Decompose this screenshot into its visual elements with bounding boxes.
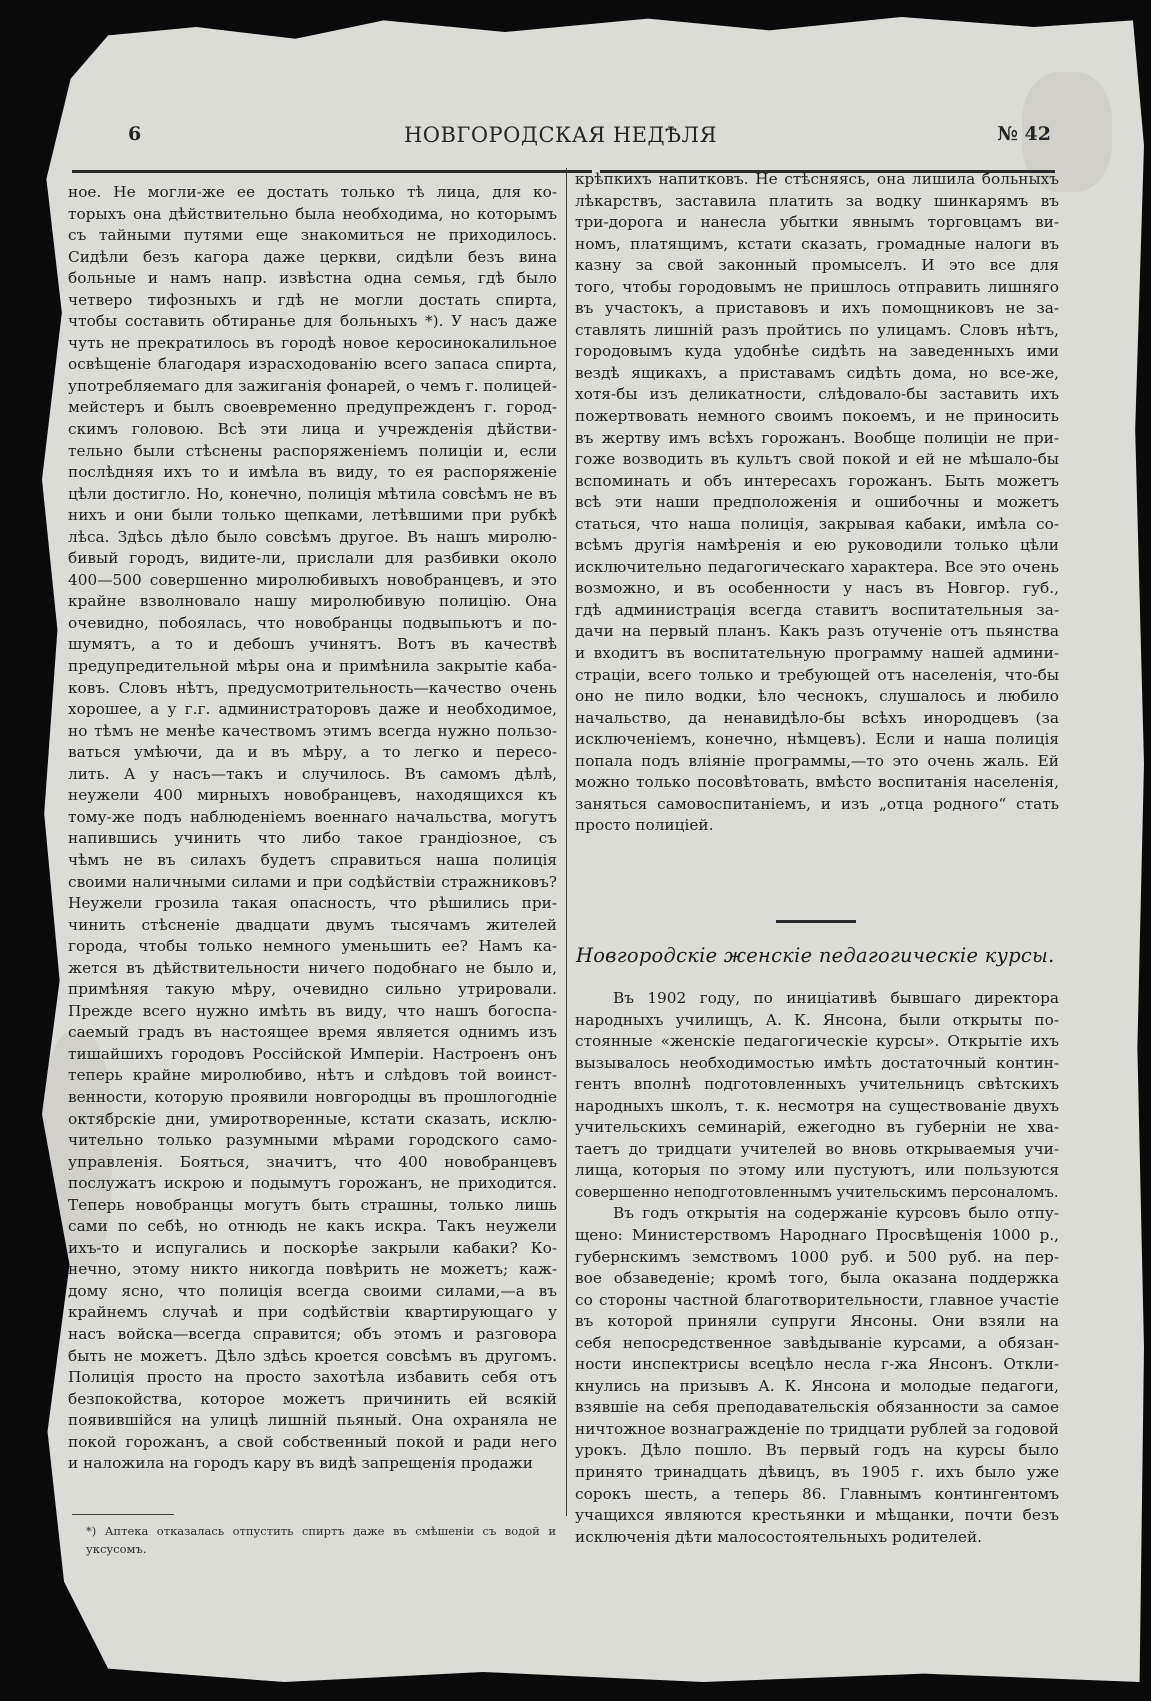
text-line: города, чтобы только немного уменьшить ее? Намъ ка-	[68, 937, 557, 956]
text-line: въ жертву имъ всѣхъ горожанъ. Вообще полиціи не при-	[575, 428, 1059, 447]
text-line: чинить стѣсненіе двадцати двумъ тысячамъ жителей	[68, 915, 557, 934]
text-line: щено: Министерствомъ Народнаго Просвѣщенія 1000 р.,	[575, 1226, 1059, 1245]
text-line: можно только посовѣтовать, вмѣсто воспитанія населенія,	[575, 773, 1059, 792]
text-line: тельно были стѣснены распоряженіемъ полиціи и, если	[68, 441, 557, 460]
header-rule-left	[72, 170, 592, 173]
section-heading: Новгородскіе женскіе педагогическіе курсы.	[576, 944, 1055, 967]
text-line: дачи на первый планъ. Какъ разъ отученіе отъ пьянства	[575, 622, 1059, 641]
text-line: предупредительной мѣры она и примѣнила закрытіе каба-	[68, 657, 557, 676]
text-line: хорошее, а у г.г. администраторовъ даже и необходимое,	[68, 700, 557, 719]
text-line: вспоминать и объ интересахъ горожанъ. Быть можетъ	[575, 471, 1059, 490]
text-line: попала подъ вліяніе программы,—то это очень жаль. Ей	[575, 751, 1059, 770]
text-line: со стороны частной благотворительности, главное участіе	[575, 1290, 1059, 1309]
text-line: съ тайными путями еще знакомиться не приходилось.	[68, 226, 557, 245]
text-line: принято тринадцать дѣвицъ, въ 1905 г. ихъ было уже	[575, 1463, 1059, 1482]
text-line: вызывалось необходимостью имѣть достаточный контин-	[575, 1053, 1059, 1072]
text-line: стоянные «женскіе педагогическіе курсы». Открытіе ихъ	[575, 1032, 1059, 1051]
text-line: ихъ-то и испугались и поскорѣе закрыли кабаки? Ко-	[68, 1238, 557, 1257]
text-line: номъ, платящимъ, кстати сказать, громадные налоги въ	[575, 234, 1059, 253]
text-line: крайнемъ случаѣ и при содѣйствіи квартирующаго у	[68, 1303, 557, 1322]
text-line: насъ войска—всегда справится; объ этомъ и разговора	[68, 1324, 557, 1343]
text-line: въ участокъ, а приставовъ и ихъ помощниковъ не за-	[575, 299, 1059, 318]
text-line: вое обзаведеніе; кромѣ того, была оказана поддержка	[575, 1269, 1059, 1288]
text-line: исключеніемъ, конечно, нѣмцевъ). Если и наша полиція	[575, 730, 1059, 749]
text-line: вездѣ ящикахъ, а приставамъ сидѣть дома, но все-же,	[575, 363, 1059, 382]
text-line: взявшіе на себя преподавательскія обязанности за самое	[575, 1398, 1059, 1417]
text-line: венности, которую проявили новгородцы въ прошлогодніе	[68, 1087, 557, 1106]
text-line: ности инспектрисы всецѣло несла г-жа Янсонъ. Откли-	[575, 1355, 1059, 1374]
text-line: торыхъ она дѣйствительно была необходима, но которымъ	[68, 204, 557, 223]
text-line: напившись учинить что либо такое грандіозное, съ	[68, 829, 557, 848]
text-line: управленія. Бояться, значитъ, что 400 новобранцевъ	[68, 1152, 557, 1171]
text-line: примѣняя такую мѣру, очевидно сильно утрировали.	[68, 980, 557, 999]
text-line: Полиція просто на просто захотѣла избавить себя отъ	[68, 1368, 557, 1387]
text-line: саемый градъ въ настоящее время является однимъ изъ	[68, 1023, 557, 1042]
text-line: ничтожное вознагражденіе по тридцати рублей за годовой	[575, 1419, 1059, 1438]
text-line: заняться самовоспитаніемъ, и изъ „отца родного“ стать	[575, 794, 1059, 813]
text-line: ное. Не могли-же ее достать только тѣ лица, для ко-	[68, 183, 557, 201]
text-line: учащихся являются крестьянки и мѣщанки, почти безъ	[575, 1506, 1059, 1525]
text-line: тому-же подъ наблюденіемъ военнаго начальства, могутъ	[68, 807, 557, 826]
text-line: чуть не прекратилось въ городѣ новое керосинокалильное	[68, 333, 557, 352]
text-line: освѣщеніе благодаря израсходованію всего запаса спирта,	[68, 355, 557, 374]
column-divider	[566, 168, 567, 1516]
issue-number: № 42	[997, 123, 1051, 145]
text-line: ковъ. Словъ нѣтъ, предусмотрительность—качество очень	[68, 678, 557, 697]
text-line: сами по себѣ, но отнюдь не какъ искра. Такъ неужели	[68, 1217, 557, 1236]
text-line: исключительно педагогическаго характера. Все это очень	[575, 557, 1059, 576]
text-line: тишайшихъ городовъ Россійской Имперіи. Настроенъ онъ	[68, 1044, 557, 1063]
text-line: употребляемаго для зажиганія фонарей, о чемъ г. полицей-	[68, 376, 557, 395]
text-line: народныхъ школъ, т. к. несмотря на существованіе двухъ	[575, 1096, 1059, 1115]
text-line: 400—500 совершенно миролюбивыхъ новобранцевъ, и это	[68, 570, 557, 589]
text-line: ставлять лишній разъ пройтись по улицамъ. Словъ нѣтъ,	[575, 320, 1059, 339]
text-line: нихъ и они были только щепками, летѣвшими при рубкѣ	[68, 506, 557, 525]
left-column-text	[68, 182, 557, 1475]
text-line: и наложила на городъ кару въ видѣ запрещенія продажи	[68, 1454, 533, 1473]
text-line: всѣ эти наши предположенія и ошибочны и можетъ	[575, 493, 1059, 512]
text-line: лить. А у насъ—такъ и случилось. Въ самомъ дѣлѣ,	[68, 764, 557, 783]
text-line: лѣса. Здѣсь дѣло было совсѣмъ другое. Въ нашъ миролю-	[68, 527, 557, 546]
text-line: казну за свой законный промыселъ. И это все для	[575, 256, 1059, 275]
text-line: губернскимъ земствомъ 1000 руб. и 500 руб. на пер-	[575, 1247, 1059, 1266]
text-line: своими наличными силами и при содѣйствіи стражниковъ?	[68, 872, 557, 891]
text-line: Въ годъ открытія на содержаніе курсовъ было отпу-	[613, 1204, 1059, 1223]
section-separator	[776, 920, 856, 923]
text-line: кнулись на призывъ А. К. Янсона и молодые педагоги,	[575, 1376, 1059, 1395]
right-column-text	[575, 169, 1059, 837]
newspaper-title: НОВГОРОДСКАЯ НЕДѢЛЯ	[403, 123, 718, 147]
text-line: но тѣмъ не менѣе качествомъ этимъ всегда нужно пользо-	[68, 721, 557, 740]
text-line: дому ясно, что полиція всегда своими силами,—а въ	[68, 1281, 557, 1300]
text-line: чительно только разумными мѣрами городского само-	[68, 1131, 557, 1150]
text-line: лища, которыя по этому или пустуютъ, или пользуются	[575, 1161, 1059, 1180]
text-line: больные и намъ напр. извѣстна одна семья, гдѣ было	[68, 269, 557, 288]
page-header	[68, 123, 1053, 153]
text-line: чѣмъ не въ силахъ будетъ справиться наша полиція	[68, 850, 557, 869]
text-line: всѣмъ другія намѣренія и ею руководили только цѣли	[575, 536, 1059, 555]
text-line: крѣпкихъ напитковъ. Не стѣсняясь, она лишила больныхъ	[575, 170, 1059, 188]
text-line: сорокъ шесть, а теперь 86. Главнымъ контингентомъ	[575, 1484, 1059, 1503]
text-line: нечно, этому никто никогда повѣрить не можетъ; каж-	[68, 1260, 557, 1279]
footnote-rule	[72, 1514, 174, 1515]
text-line: покой горожанъ, а свой собственный покой и ради него	[68, 1432, 557, 1451]
text-line: послужатъ искрою и подымутъ горожанъ, не приходится.	[68, 1174, 557, 1193]
text-line: учительскихъ семинарій, ежегодно въ губерніи не хва-	[575, 1118, 1059, 1137]
text-line: три-дорога и нанесла убытки явнымъ торговцамъ ви-	[575, 213, 1059, 232]
text-line: неужели 400 мирныхъ новобранцевъ, находящихся къ	[68, 786, 557, 805]
text-line: народныхъ училищъ, А. К. Янсона, были открыты по-	[575, 1010, 1059, 1029]
text-line: таетъ до тридцати учителей во вновь открываемыя учи-	[575, 1139, 1059, 1158]
text-line: страціи, всего только и требующей отъ населенія, что-бы	[575, 665, 1059, 684]
text-line: теперь крайне миролюбиво, нѣтъ и слѣдовъ той воинст-	[68, 1066, 557, 1085]
text-line: появившійся на улицѣ лишній пьяный. Она охраняла не	[68, 1411, 557, 1430]
text-line: исключенія дѣти малосостоятельныхъ родителей.	[575, 1527, 983, 1546]
text-line: безпокойства, которое можетъ причинить ей всякій	[68, 1389, 557, 1408]
text-line: совершенно неподготовленнымъ учительскимъ персоналомъ.	[575, 1183, 1059, 1201]
text-line: Прежде всего нужно имѣть въ виду, что нашъ богоспа-	[68, 1001, 557, 1020]
text-line: очевидно, побоялась, что новобранцы подвыпьютъ и по-	[68, 613, 557, 632]
text-line: чтобы составить обтиранье для больныхъ *). У насъ даже	[68, 312, 557, 331]
text-line: цѣли достигло. Но, конечно, полиція мѣтила совсѣмъ не въ	[68, 484, 557, 503]
text-line: скимъ головою. Всѣ эти лица и учрежденія дѣйстви-	[68, 420, 557, 439]
text-line: статься, что наша полиція, закрывая кабаки, имѣла со-	[575, 514, 1059, 533]
text-line: шумятъ, а то и дебошъ учинятъ. Вотъ въ качествѣ	[68, 635, 557, 654]
courses-article-text	[575, 988, 1059, 1548]
text-line: Теперь новобранцы могутъ быть страшны, только лишь	[68, 1195, 557, 1214]
footnote: *) Аптека отказалась отпустить спиртъ даже въ смѣшеніи съ водой и уксусомъ.	[86, 1524, 556, 1556]
text-line: въ которой приняли супруги Янсоны. Они взяли на	[575, 1312, 1059, 1331]
text-line: и входитъ въ воспитательную программу нашей админи-	[575, 644, 1059, 663]
text-line: просто полиціей.	[575, 816, 714, 835]
text-line: урокъ. Дѣло пошло. Въ первый годъ на курсы было	[575, 1441, 1059, 1460]
text-line: жется въ дѣйствительности ничего подобнаго не было и,	[68, 958, 557, 977]
text-line: гентъ вполнѣ подготовленныхъ учительницъ свѣтскихъ	[575, 1075, 1059, 1094]
text-line: городовымъ куда удобнѣе сидѣть на заведенныхъ ими	[575, 342, 1059, 361]
text-line: бивый городъ, видите-ли, прислали для разбивки около	[68, 549, 557, 568]
text-line: мейстеръ и былъ своевременно предупрежденъ г. город-	[68, 398, 557, 417]
text-line: себя непосредственное завѣдываніе курсами, а обязан-	[575, 1333, 1059, 1352]
text-line: возможно, и въ особенности у насъ въ Новгор. губ.,	[575, 579, 1059, 598]
text-line: быть не можетъ. Дѣло здѣсь кроется совсѣмъ въ другомъ.	[68, 1346, 557, 1365]
text-line: гоже возводить въ культъ свой покой и ей не мѣшало-бы	[575, 450, 1059, 469]
text-line: гдѣ администрація всегда ставитъ воспитательныя за-	[575, 600, 1059, 619]
page-number: 6	[128, 123, 142, 145]
text-line: Въ 1902 году, по иниціативѣ бывшаго директора	[613, 989, 1059, 1007]
text-line: начальство, да ненавидѣло-бы всѣхъ инородцевъ (за	[575, 708, 1059, 727]
text-line: того, чтобы городовымъ не пришлось отправить лишняго	[575, 277, 1059, 296]
text-line: оно не пило водки, ѣло чеснокъ, слушалось и любило	[575, 687, 1059, 706]
text-line: Сидѣли безъ кагора даже церкви, сидѣли безъ вина	[68, 247, 557, 266]
text-line: лѣкарствъ, заставила платить за водку шинкарямъ въ	[575, 191, 1059, 210]
text-line: ваться умѣючи, да и въ мѣру, а то легко и пересо-	[68, 743, 557, 762]
text-line: послѣдняя ихъ то и имѣла въ виду, то ея распоряженіе	[68, 463, 557, 482]
text-line: четверо тифозныхъ и гдѣ не могли достать спирта,	[68, 290, 557, 309]
text-line: Неужели грозила такая опасность, что рѣшились при-	[68, 894, 557, 913]
text-line: хотя-бы изъ деликатности, слѣдовало-бы заставить ихъ	[575, 385, 1059, 404]
text-line: крайне взволновало нашу миролюбивую полицію. Она	[68, 592, 557, 611]
text-line: пожертвовать немного своимъ покоемъ, и не приносить	[575, 407, 1059, 426]
text-line: октябрскіе дни, умиротворенные, кстати сказать, исклю-	[68, 1109, 557, 1128]
